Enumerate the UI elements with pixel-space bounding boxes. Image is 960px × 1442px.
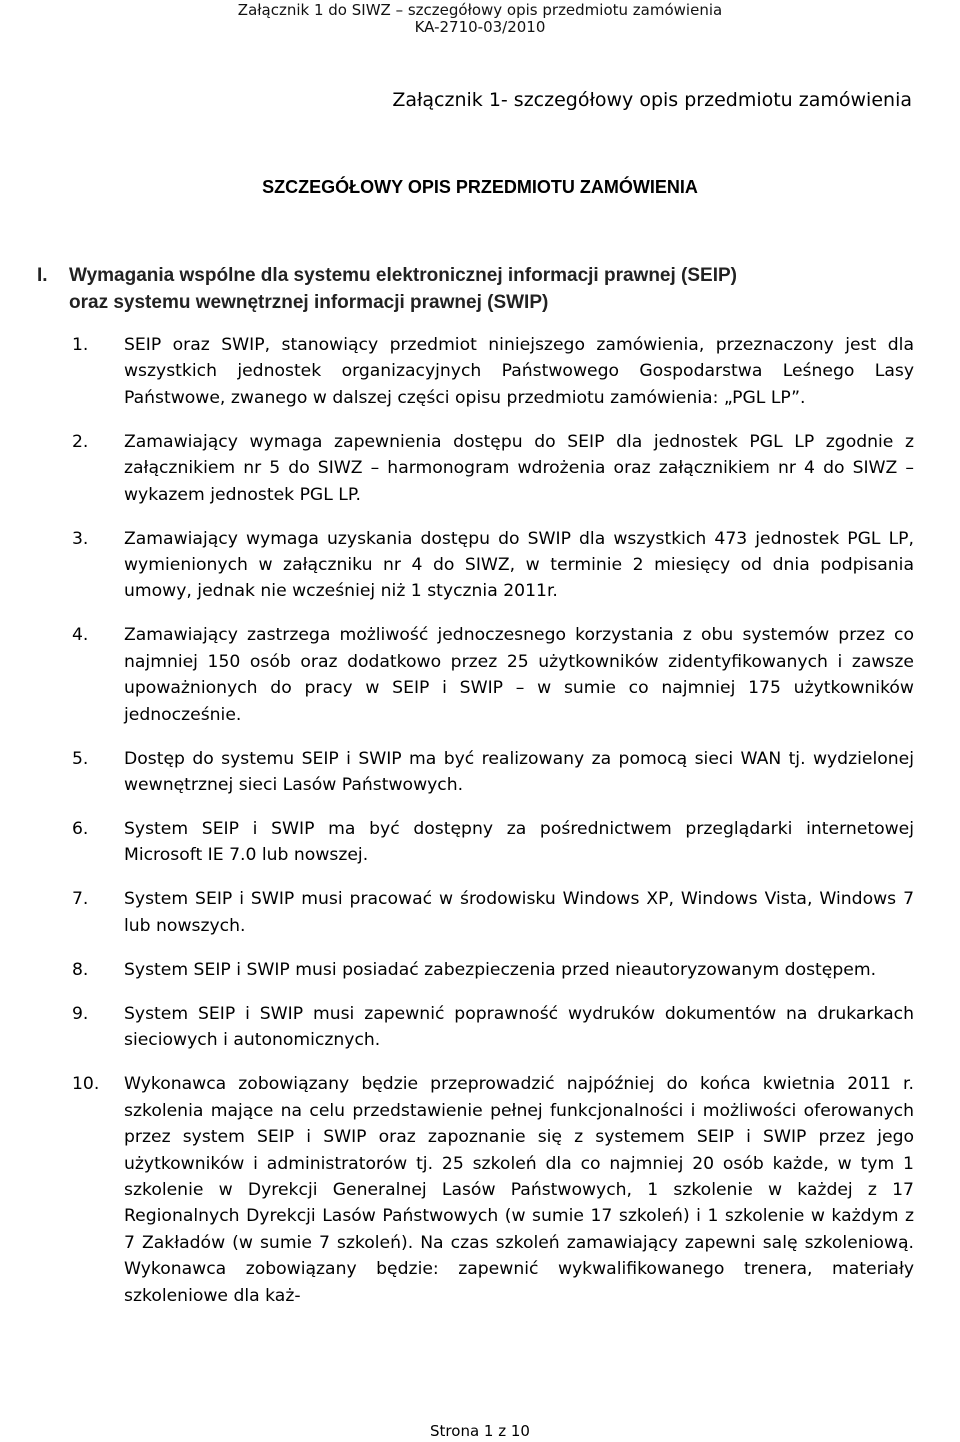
list-item	[72, 957, 914, 983]
page-number: Strona 1 z 10	[430, 1422, 530, 1440]
running-header-title: Załącznik 1 do SIWZ – szczegółowy opis przedmiotu zamówienia	[237, 1, 723, 19]
item-text: Wykonawca zobowiązany będzie przeprowadzić najpóźniej do końca kwietnia 2011 r. szkolenia mające na celu przedstawienie pełnej funkcjonalności i możliwości oferowanych przez system SEIP i SWIP oraz zapoznanie się z systemem SEIP i SWIP przez jego użytkowników i administratorów tj. 25 szkoleń dla co najmniej 20 osób każde, w tym 1 szkolenie w Dyrekcji Generalnej Lasów Państwowych, 1 szkolenie w każdej z 17 Regionalnych Dyrekcji Lasów Państwowych (w sumie 17 szkoleń) i 1 szkolenie w każdym z 7 Zakładów (w sumie 7 szkoleń). Na czas szkoleń zamawiający zapewni salę szkoleniową. Wykonawca zobowiązany będzie: zapewnić wykwalifikowanego trenera, materiały szkoleniowe dla każ-	[124, 1074, 914, 1306]
list-item	[72, 622, 914, 728]
item-number: 9.	[72, 1003, 89, 1024]
item-number: 3.	[72, 528, 89, 549]
item-text: System SEIP i SWIP musi pracować w środowisku Windows XP, Windows Vista, Windows 7 lub nowszych.	[124, 889, 914, 936]
list-item	[72, 746, 914, 799]
item-text: Zamawiający wymaga zapewnienia dostępu do SEIP dla jednostek PGL LP zgodnie z załącznikiem nr 5 do SIWZ – harmonogram wdrożenia oraz załącznikiem nr 4 do SIWZ – wykazem jednostek PGL LP.	[124, 431, 914, 505]
requirements-list	[72, 332, 914, 1327]
list-item	[72, 526, 914, 605]
section-number: I.	[37, 265, 48, 286]
item-number: 2.	[72, 431, 89, 452]
list-item	[72, 429, 914, 508]
list-item	[72, 1071, 914, 1309]
item-number: 6.	[72, 819, 89, 840]
item-number: 1.	[72, 335, 89, 355]
section-heading-line1	[37, 262, 917, 289]
item-text: Zamawiający zastrzega możliwość jednoczesnego korzystania z obu systemów przez co najmniej 150 osób oraz dodatkowo przez 25 użytkowników zidentyfikowanych i zawsze upoważnionych do pracy w SEIP i SWIP – w sumie co najmniej 175 użytkowników jednocześnie.	[124, 625, 914, 725]
item-text: System SEIP i SWIP ma być dostępny za pośrednictwem przeglądarki internetowej Microsoft IE 7.0 lub nowszej.	[124, 819, 914, 866]
section-heading	[37, 262, 917, 316]
document-title: SZCZEGÓŁOWY OPIS PRZEDMIOTU ZAMÓWIENIA	[262, 177, 698, 197]
item-number: 8.	[72, 959, 89, 980]
section-title-line1: Wymagania wspólne dla systemu elektronicznej informacji prawnej (SEIP)	[69, 265, 738, 286]
item-number: 5.	[72, 748, 89, 769]
running-header-reference: KA-2710-03/2010	[414, 18, 546, 36]
item-text: SEIP oraz SWIP, stanowiący przedmiot niniejszego zamówienia, przeznaczony jest dla wszystkich jednostek organizacyjnych Państwowego Gospodarstwa Leśnego Lasy Państwowe, zwanego w dalszej części opisu przedmiotu zamówienia: „PGL LP”.	[124, 335, 914, 408]
list-item	[72, 886, 914, 939]
item-text: Zamawiający wymaga uzyskania dostępu do SWIP dla wszystkich 473 jednostek PGL LP, wymienionych w załączniku nr 4 do SIWZ, w terminie 2 miesięcy od dnia podpisania umowy, jednak nie wcześniej niż 1 stycznia 2011r.	[124, 528, 914, 602]
item-text: System SEIP i SWIP musi posiadać zabezpieczenia przed nieautoryzowanym dostępem.	[124, 959, 877, 980]
item-number: 10.	[72, 1074, 100, 1095]
section-title-line2: oraz systemu wewnętrznej informacji prawnej (SWIP)	[69, 292, 549, 313]
item-text: System SEIP i SWIP musi zapewnić poprawność wydruków dokumentów na drukarkach sieciowych i autonomicznych.	[124, 1003, 914, 1051]
item-number: 7.	[72, 889, 89, 910]
list-item	[72, 1001, 914, 1054]
item-number: 4.	[72, 625, 89, 646]
annex-label: Załącznik 1- szczegółowy opis przedmiotu zamówienia	[392, 89, 912, 111]
item-text: Dostęp do systemu SEIP i SWIP ma być realizowany za pomocą sieci WAN tj. wydzielonej wewnętrznej sieci Lasów Państwowych.	[124, 748, 914, 796]
list-item	[72, 332, 914, 411]
list-item	[72, 816, 914, 869]
